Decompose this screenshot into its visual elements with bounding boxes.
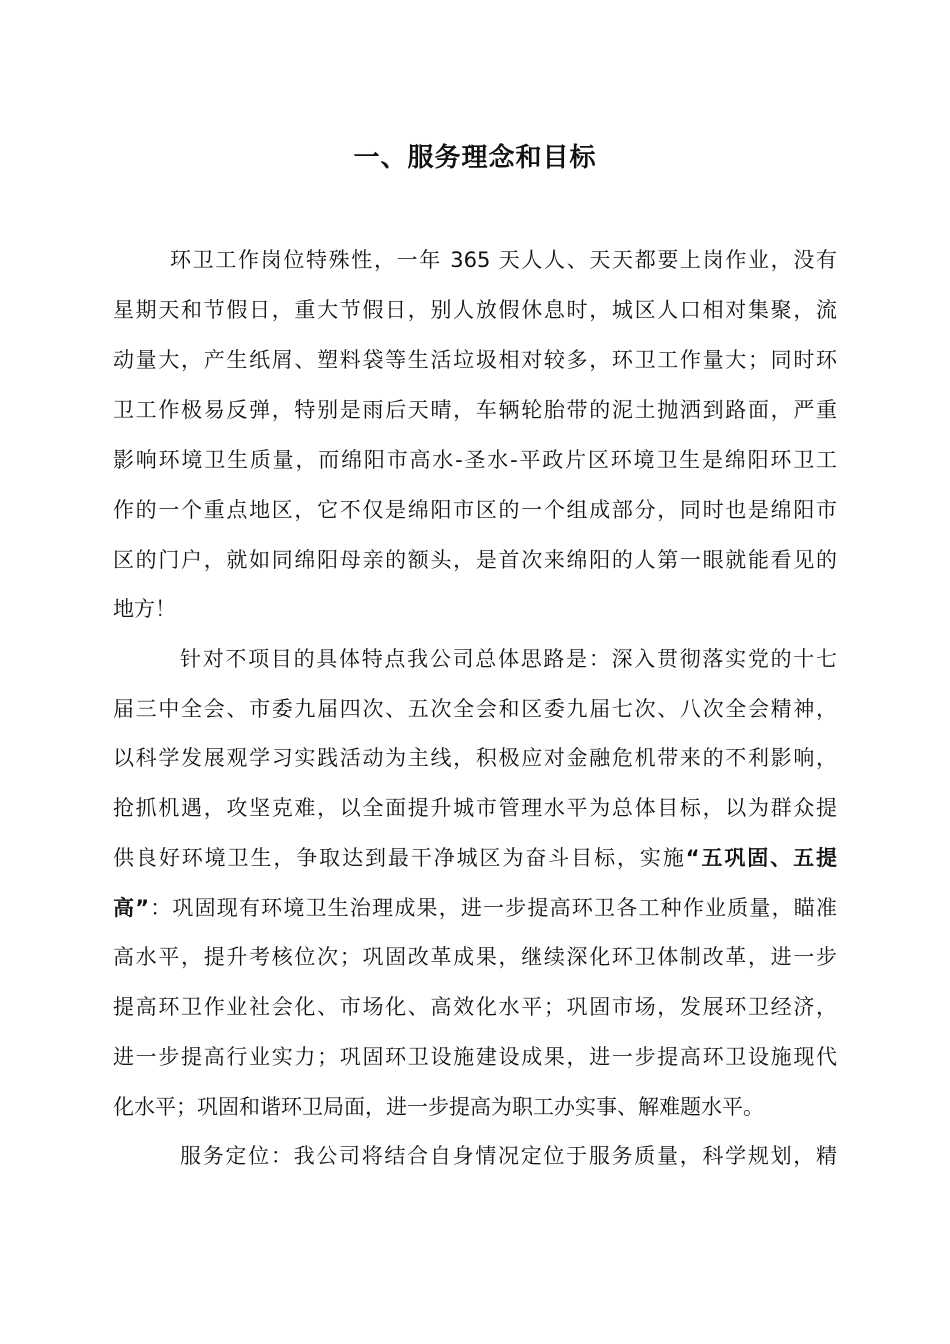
text-line: 提高环卫作业社会化、市场化、高效化水平；巩固市场，发展环卫经济， bbox=[113, 995, 837, 1019]
text-line: 影响环境卫生质量，而绵阳市高水-圣水-平政片区环境卫生是绵阳环卫工 bbox=[113, 448, 837, 472]
text-line: 针对不项目的具体特点我公司总体思路是：深入贯彻落实党的十七 bbox=[180, 647, 837, 671]
text-line: 服务定位：我公司将结合自身情况定位于服务质量，科学规划，精 bbox=[180, 1144, 837, 1168]
text-line: 区的门户，就如同绵阳母亲的额头，是首次来绵阳的人第一眼就能看见的 bbox=[113, 548, 837, 572]
section-title: 一、服务理念和目标 bbox=[353, 143, 597, 173]
text-line: 以科学发展观学习实践活动为主线，积极应对金融危机带来的不利影响， bbox=[113, 746, 837, 770]
text-emphasis: “五巩固、五提 bbox=[685, 846, 837, 870]
text-line: 抢抓机遇，攻坚克难，以全面提升城市管理水平为总体目标，以为群众提 bbox=[113, 796, 837, 820]
text-line bbox=[113, 843, 837, 873]
text-line: 星期天和节假日，重大节假日，别人放假休息时，城区人口相对集聚，流 bbox=[113, 298, 837, 322]
text-line: 进一步提高行业实力；巩固环卫设施建设成果，进一步提高环卫设施现代 bbox=[113, 1045, 837, 1069]
text-line: 动量大，产生纸屑、塑料袋等生活垃圾相对较多，环卫工作量大；同时环 bbox=[113, 348, 837, 372]
text-line: 作的一个重点地区，它不仅是绵阳市区的一个组成部分，同时也是绵阳市 bbox=[113, 498, 837, 522]
text-line: 环卫工作岗位特殊性，一年 365 天人人、天天都要上岗作业，没有 bbox=[170, 248, 837, 272]
text-plain: ：巩固现有环境卫生治理成果，进一步提高环卫各工种作业质量，瞄准 bbox=[149, 896, 837, 920]
text-line bbox=[113, 893, 837, 923]
text-line: 届三中全会、市委九届四次、五次全会和区委九届七次、八次全会精神， bbox=[113, 697, 837, 721]
text-line: 地方！ bbox=[113, 597, 176, 621]
text-emphasis: 高” bbox=[113, 896, 149, 920]
text-line: 化水平；巩固和谐环卫局面，进一步提高为职工办实事、解难题水平。 bbox=[113, 1095, 764, 1119]
text-line: 卫工作极易反弹，特别是雨后天晴，车辆轮胎带的泥土抛洒到路面，严重 bbox=[113, 398, 837, 422]
text-plain: 供良好环境卫生，争取达到最干净城区为奋斗目标，实施 bbox=[113, 846, 686, 870]
text-line: 高水平，提升考核位次；巩固改革成果，继续深化环卫体制改革，进一步 bbox=[113, 945, 837, 969]
